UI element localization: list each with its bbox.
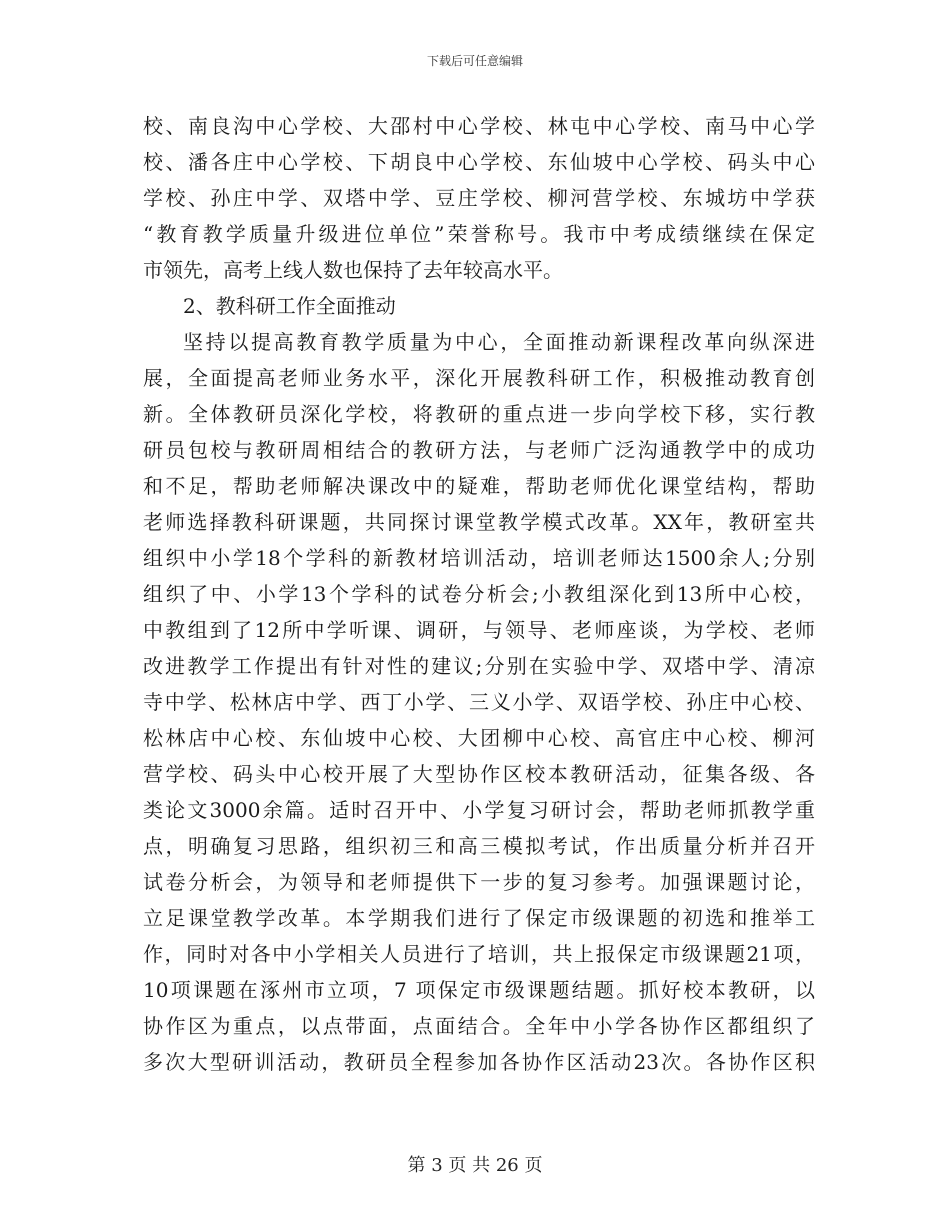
text-line: 组织了中、小学13个学科的试卷分析会;小教组深化到13所中心校，: [143, 582, 815, 606]
text-line: 类论文3000余篇。适时召开中、小学复习研讨会，帮助老师抓教学重: [143, 798, 815, 822]
text-line: 多次大型研训活动，教研员全程参加各协作区活动23次。各协作区积: [143, 1050, 815, 1074]
text-line: 坚持以提高教育教学质量为中心，全面推动新课程改革向纵深进: [183, 330, 815, 354]
text-line: 老师选择教科研课题，共同探讨课堂教学模式改革。XX年，教研室共: [143, 510, 815, 534]
text-line: “教育教学质量升级进位单位”荣誉称号。我市中考成绩继续在保定: [143, 222, 815, 246]
text-line: 和不足，帮助老师解决课改中的疑难，帮助老师优化课堂结构，帮助: [143, 474, 815, 498]
text-line: 点，明确复习思路，组织初三和高三模拟考试，作出质量分析并召开: [143, 834, 815, 858]
page-number: 第 3 页 共 26 页: [407, 1155, 543, 1176]
text-line: 市领先，高考上线人数也保持了去年较高水平。: [143, 258, 563, 282]
text-line: 校、潘各庄中心学校、下胡良中心学校、东仙坡中心学校、码头中心: [143, 150, 815, 174]
text-line: 作，同时对各中小学相关人员进行了培训，共上报保定市级课题21项，: [143, 942, 815, 966]
page-header-note: 下载后可任意编辑: [426, 54, 523, 68]
text-line: 立足课堂教学改革。本学期我们进行了保定市级课题的初选和推举工: [143, 906, 815, 930]
text-line: 新。全体教研员深化学校，将教研的重点进一步向学校下移，实行教: [143, 402, 815, 426]
text-line: 协作区为重点，以点带面，点面结合。全年中小学各协作区都组织了: [143, 1014, 815, 1038]
text-line: 学校、孙庄中学、双塔中学、豆庄学校、柳河营学校、东城坊中学获: [143, 186, 815, 210]
text-line: 营学校、码头中心校开展了大型协作区校本教研活动，征集各级、各: [143, 762, 815, 786]
text-line: 试卷分析会，为领导和老师提供下一步的复习参考。加强课题讨论，: [143, 870, 815, 894]
text-line: 中教组到了12所中学听课、调研，与领导、老师座谈，为学校、老师: [143, 618, 815, 642]
text-line: 10项课题在涿州市立项，7 项保定市级课题结题。抓好校本教研，以: [143, 978, 815, 1002]
text-line: 研员包校与教研周相结合的教研方法，与老师广泛沟通教学中的成功: [143, 438, 815, 462]
text-line: 寺中学、松林店中学、西丁小学、三义小学、双语学校、孙庄中心校、: [143, 690, 815, 714]
text-line: 校、南良沟中心学校、大邵村中心学校、林屯中心学校、南马中心学: [143, 114, 815, 138]
text-line: 松林店中心校、东仙坡中心校、大团柳中心校、高官庄中心校、柳河: [143, 726, 815, 750]
document-body: [143, 108, 815, 1080]
text-line: 展，全面提高老师业务水平，深化开展教科研工作，积极推动教育创: [143, 366, 815, 390]
section-heading: 2、教科研工作全面推动: [183, 294, 396, 318]
text-line: 改进教学工作提出有针对性的建议;分别在实验中学、双塔中学、清凉: [143, 654, 815, 678]
text-line: 组织中小学18个学科的新教材培训活动，培训老师达1500余人;分别: [143, 546, 815, 570]
